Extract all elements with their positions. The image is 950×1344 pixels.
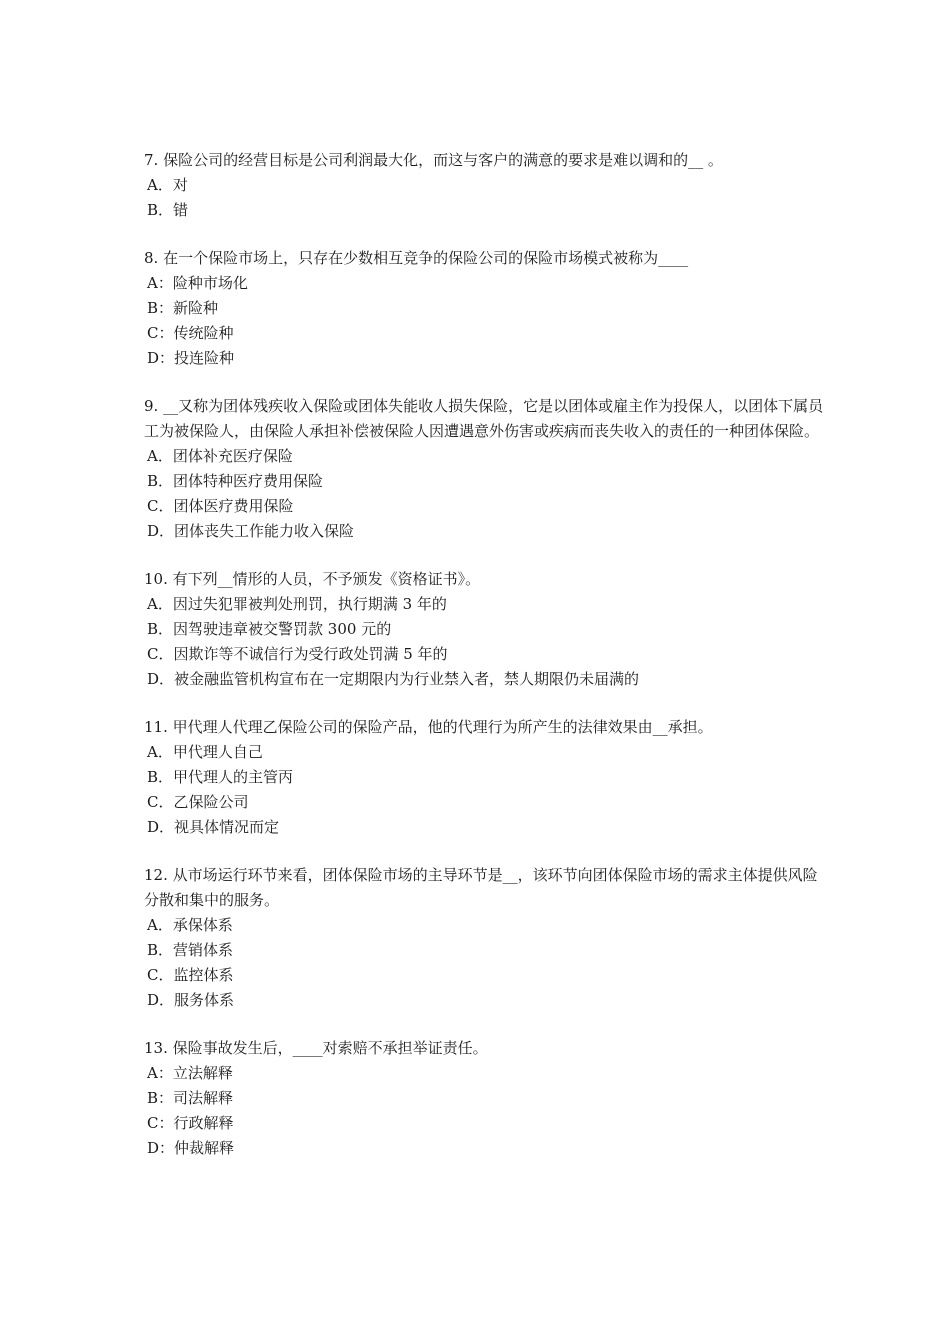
question-stem: 7. 保险公司的经营目标是公司利润最大化，而这与客户的满意的要求是难以调和的__ 。	[144, 151, 723, 169]
option-d: D．服务体系	[147, 991, 235, 1009]
option-c: C：行政解释	[147, 1114, 234, 1132]
option-d: D：投连险种	[147, 349, 235, 367]
option-c: C：传统险种	[147, 324, 234, 342]
question-stem: 12. 从市场运行环节来看，团体保险市场的主导环节是__，该环节向团体保险市场的需求主体提供风险分散和集中的服务。	[144, 866, 818, 909]
question-12	[144, 863, 824, 1013]
question-11	[144, 715, 824, 840]
option-a: A．承保体系	[147, 916, 233, 934]
option-b: B：新险种	[147, 299, 219, 317]
option-a: A．对	[147, 176, 188, 194]
question-9	[144, 394, 824, 544]
option-d: D．被金融监管机构宣布在一定期限内为行业禁入者，禁人期限仍未届满的	[147, 670, 640, 688]
option-c: C．监控体系	[147, 966, 234, 984]
question-stem: 9. __又称为团体残疾收入保险或团体失能收人损失保险，它是以团体或雇主作为投保人，以团体下属员工为被保险人，由保险人承担补偿被保险人因遭遇意外伤害或疾病而丧失收入的责任的一种团体保险。	[144, 397, 824, 440]
option-a: A：险种市场化	[147, 274, 248, 292]
option-b: B．错	[147, 201, 189, 219]
option-a: A．因过失犯罪被判处刑罚，执行期满 3 年的	[147, 595, 447, 613]
option-a: A．甲代理人自己	[147, 743, 263, 761]
option-b: B．团体特种医疗费用保险	[147, 472, 324, 490]
option-a: A：立法解释	[147, 1064, 233, 1082]
document-page	[144, 148, 824, 1184]
question-13	[144, 1036, 824, 1161]
option-b: B．营销体系	[147, 941, 234, 959]
question-10	[144, 567, 824, 692]
question-8	[144, 246, 824, 371]
option-b: B．因驾驶违章被交警罚款 300 元的	[147, 620, 392, 638]
question-stem: 8. 在一个保险市场上，只存在少数相互竞争的保险公司的保险市场模式被称为____	[144, 249, 689, 267]
option-c: C．团体医疗费用保险	[147, 497, 294, 515]
question-stem: 13. 保险事故发生后，____对索赔不承担举证责任。	[144, 1039, 488, 1057]
option-c: C．因欺诈等不诚信行为受行政处罚满 5 年的	[147, 645, 448, 663]
option-d: D：仲裁解释	[147, 1139, 235, 1157]
option-a: A．团体补充医疗保险	[147, 447, 293, 465]
option-d: D．视具体情况而定	[147, 818, 280, 836]
question-7	[144, 148, 824, 223]
option-c: C．乙保险公司	[147, 793, 249, 811]
option-d: D．团体丧失工作能力收入保险	[147, 522, 355, 540]
question-stem: 11. 甲代理人代理乙保险公司的保险产品，他的代理行为所产生的法律效果由__承担。	[144, 718, 713, 736]
question-stem: 10. 有下列__情形的人员，不予颁发《资格证书》。	[144, 570, 481, 588]
option-b: B：司法解释	[147, 1089, 234, 1107]
option-b: B．甲代理人的主管丙	[147, 768, 294, 786]
